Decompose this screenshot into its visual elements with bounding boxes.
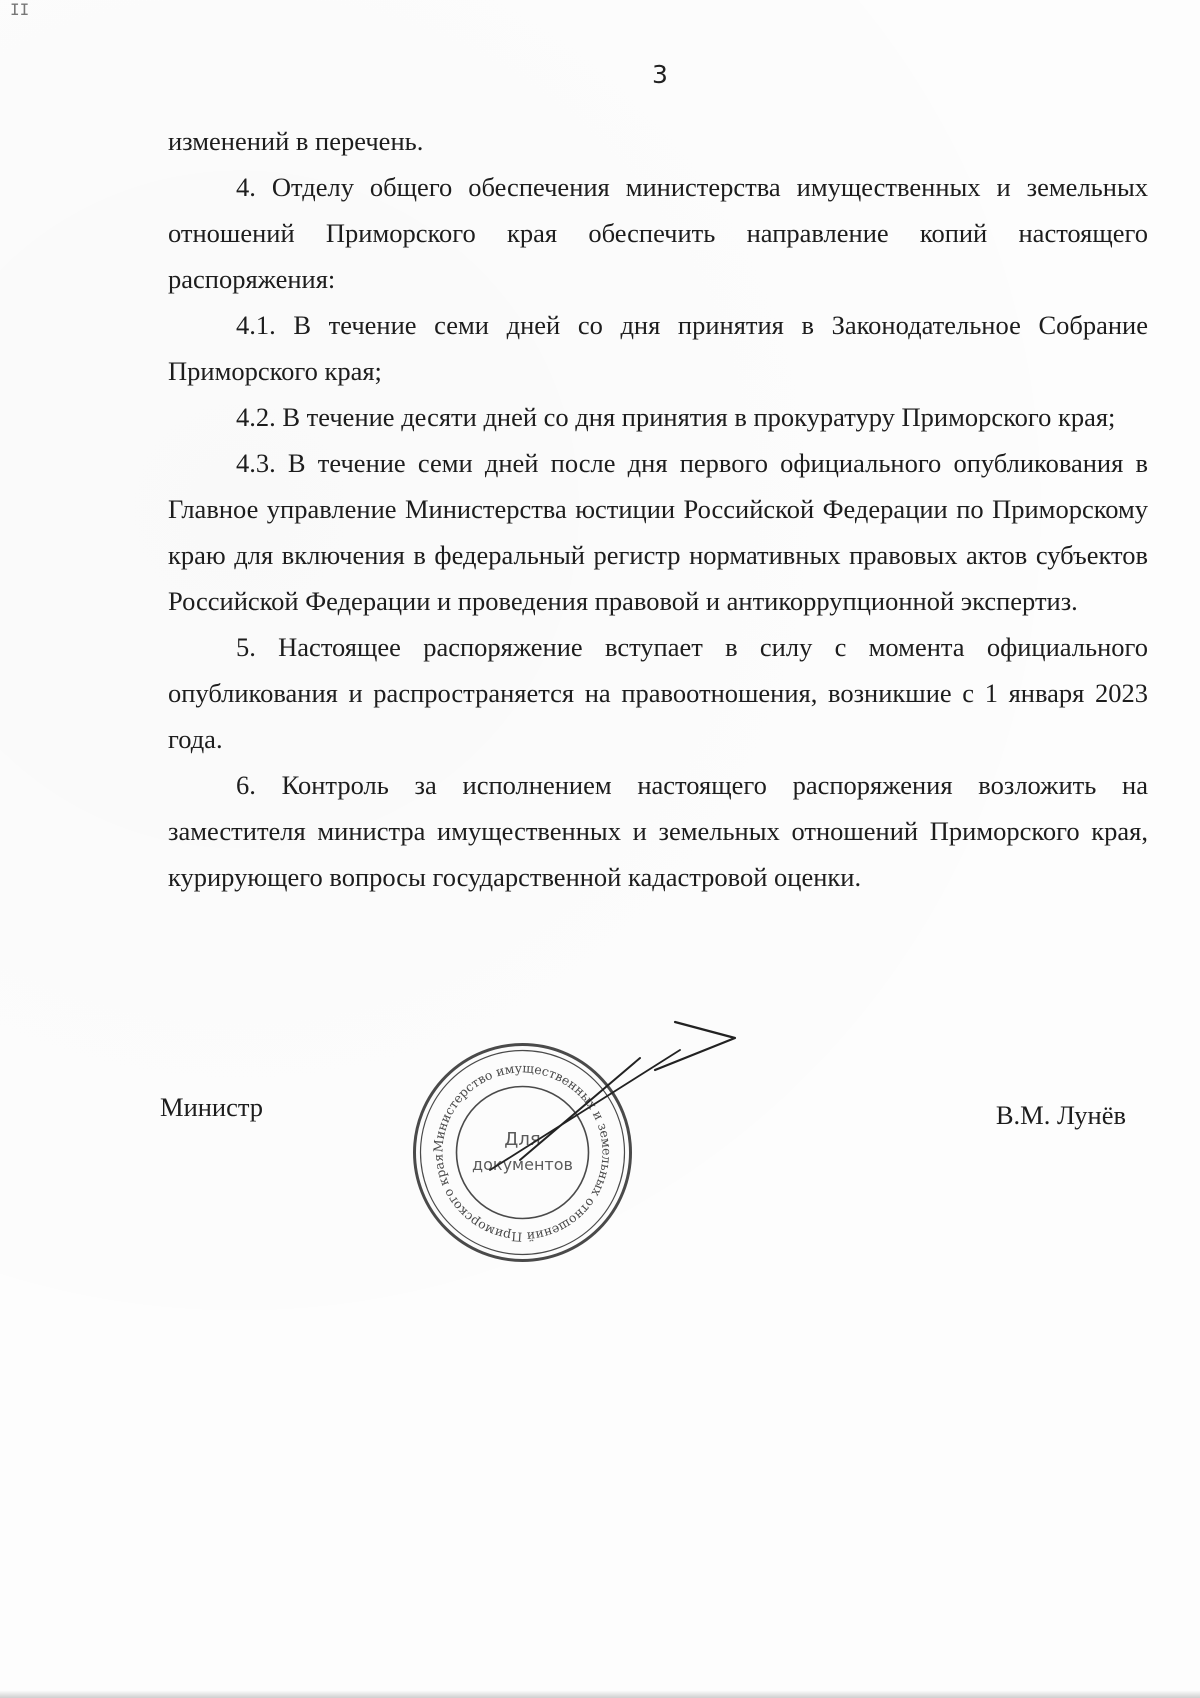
document-body [168, 118, 1148, 900]
scan-corner-mark: II [10, 0, 30, 19]
paragraph-4-2: 4.2. В течение десяти дней со дня принятия в прокуратуру Приморского края; [236, 402, 1116, 432]
signatory-name: В.М. Лунёв [995, 1100, 1126, 1130]
scan-bottom-edge [0, 1690, 1200, 1698]
seal-center-text-line2: документов [472, 1155, 573, 1174]
official-seal-stamp [410, 1040, 635, 1265]
paragraph-4-1: 4.1. В течение семи дней со дня принятия в Законодательное Собрание Приморского края; [168, 310, 1148, 386]
paragraph-4: 4. Отделу общего обеспечения министерства имущественных и земельных отношений Приморского края обеспечить направление копий настоящего распоряжения: [168, 172, 1148, 294]
paragraph-4-3: 4.3. В течение семи дней после дня первого официального опубликования в Главное управление Министерства юстиции Российской Федерации по Приморскому краю для включения в федеральный регистр нормативных правовых актов субъектов Российской Федерации и проведения правовой и антикоррупционной экспертиз. [168, 448, 1148, 616]
seal-center-text-line1: Для [504, 1129, 541, 1150]
seal-outer-ring [415, 1045, 631, 1261]
paragraph-5: 5. Настоящее распоряжение вступает в силу с момента официального опубликования и распространяется на правоотношения, возникшие с 1 января 2023 года. [168, 632, 1148, 754]
seal-ring-text: Министерство имущественных и земельных отношений Приморского края [430, 1060, 615, 1245]
page-number: 3 [652, 60, 668, 89]
handwritten-signature [480, 1010, 760, 1180]
paragraph-continuation: изменений в перечень. [168, 126, 424, 156]
paragraph-6: 6. Контроль за исполнением настоящего распоряжения возложить на заместителя министра имущественных и земельных отношений Приморского края, курирующего вопросы государственной кадастровой оценки. [168, 770, 1148, 892]
signatory-title: Министр [160, 1092, 264, 1122]
